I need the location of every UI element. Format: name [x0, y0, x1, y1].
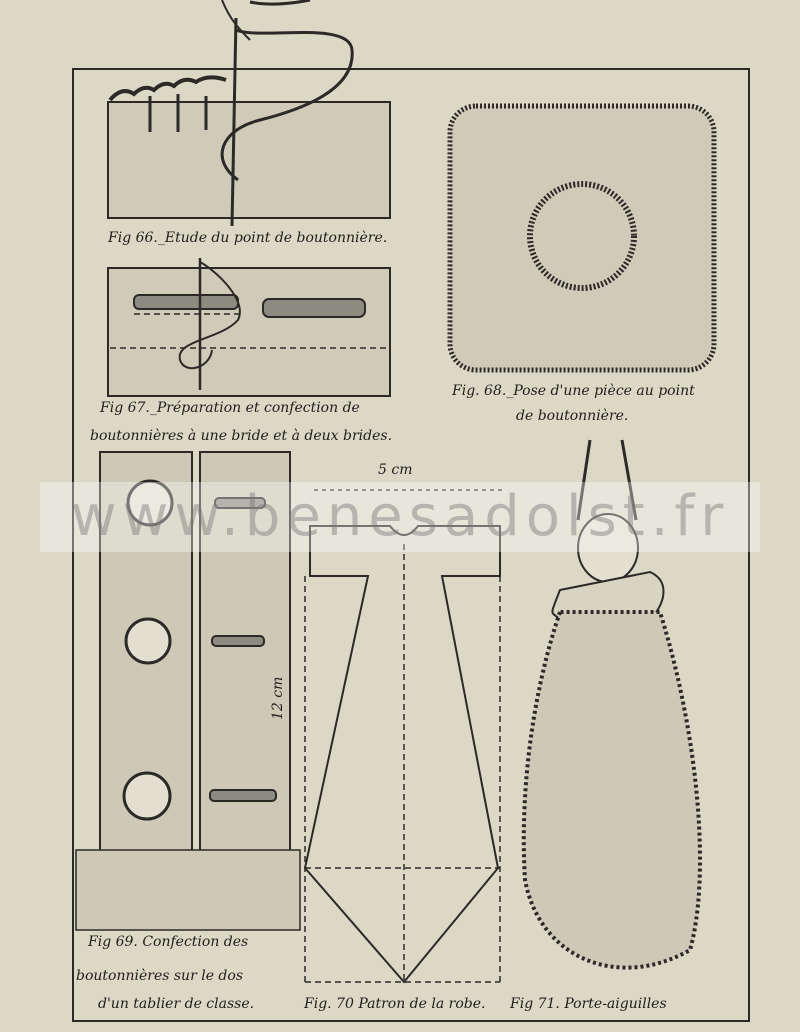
fig67-caption-line1: Fig 67._Préparation et confection de [100, 400, 360, 416]
dress-width-label: 5 cm [378, 462, 413, 478]
fig68-caption-line1: Fig. 68._Pose d'une pièce au point [452, 383, 695, 399]
watermark-text: www.benesadolst.fr [40, 482, 760, 552]
fig69-caption-line2: boutonnières sur le dos [76, 968, 244, 984]
dress-height-label: 12 cm [270, 676, 286, 720]
fig66-caption: Fig 66._Etude du point de boutonnière. [108, 230, 388, 246]
fig68-caption-line2: de boutonnière. [516, 408, 629, 424]
fig67-drawing [108, 258, 390, 396]
fig70-drawing [305, 490, 502, 982]
fig70-caption: Fig. 70 Patron de la robe. [304, 996, 486, 1012]
fig69-caption-line1: Fig 69. Confection des [88, 934, 249, 950]
fig69-caption-line3: d'un tablier de classe. [98, 996, 255, 1012]
fig71-caption: Fig 71. Porte-aiguilles [510, 996, 667, 1012]
fig68-drawing [450, 106, 714, 370]
fig66-drawing [108, 0, 390, 226]
fig67-caption-line2: boutonnières à une bride et à deux brides. [90, 428, 393, 444]
